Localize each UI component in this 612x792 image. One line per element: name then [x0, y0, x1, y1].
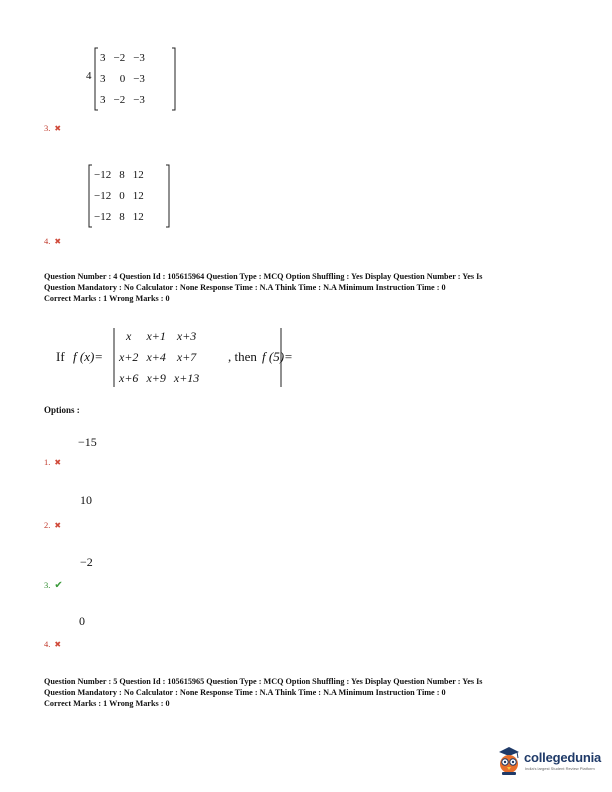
wrong-mark-icon: ✖ [54, 237, 62, 246]
matrix-scalar: 4 [86, 70, 92, 82]
matrix-cell: 0 [119, 189, 125, 202]
question-5-meta [44, 676, 584, 709]
stem-suffix: , then [228, 349, 257, 364]
matrix-cell: 8 [119, 168, 125, 181]
prev-option-3-label [44, 118, 61, 136]
matrix-cell: −12 [94, 168, 112, 181]
wrong-mark-icon: ✖ [54, 124, 62, 133]
matrix-cell: 3 [100, 72, 106, 85]
matrix-table [96, 47, 149, 110]
option-1-value: −15 [78, 435, 97, 449]
matrix-cell: 12 [132, 168, 144, 181]
question-4-stem [56, 326, 356, 390]
option-number: 1. [44, 457, 51, 467]
meta-line: Question Number : 5 Question Id : 105615965 Question Type : MCQ Option Shuffling : Yes Display Question Number : Yes Is [44, 677, 483, 686]
meta-line: Correct Marks : 1 Wrong Marks : 0 [44, 294, 170, 303]
determinant-cell: x+13 [173, 371, 200, 385]
matrix-cell: 3 [100, 93, 106, 106]
determinant-row [115, 326, 203, 347]
meta-line: Question Mandatory : No Calculator : None Response Time : N.A Think Time : N.A Minimum Instruction Time : 0 [44, 688, 446, 697]
option-3-value: −2 [80, 555, 93, 569]
meta-line: Correct Marks : 1 Wrong Marks : 0 [44, 699, 170, 708]
check-mark-icon: ✔ [54, 580, 63, 591]
brand-name: collegedunia [524, 750, 602, 765]
matrix-cell: 3 [100, 51, 106, 64]
stem-function: f (x)= [73, 349, 104, 364]
collegedunia-logo [496, 744, 606, 778]
matrix-cell: −3 [133, 51, 145, 64]
stem-f5: f (5)= [262, 349, 293, 364]
matrix-cell: 12 [132, 189, 144, 202]
meta-line: Question Number : 4 Question Id : 105615964 Question Type : MCQ Option Shuffling : Yes Display Question Number : Yes Is [44, 272, 483, 281]
determinant-cell: x+6 [119, 371, 139, 385]
matrix-row [96, 47, 149, 68]
matrix-row [90, 164, 148, 185]
option-number: 3. [44, 123, 51, 133]
determinant-cell: x+2 [119, 350, 139, 364]
matrix-cell: −3 [133, 72, 145, 85]
option-3-label[interactable] [44, 575, 63, 593]
option-number: 3. [44, 580, 51, 590]
brand-tagline: India's largest Student Review Platform [525, 766, 595, 771]
matrix-cell: −2 [113, 93, 126, 106]
wrong-mark-icon: ✖ [54, 521, 62, 530]
determinant-table [115, 326, 203, 389]
option-2-label[interactable] [44, 515, 61, 533]
option-number: 4. [44, 639, 51, 649]
option-number: 4. [44, 236, 51, 246]
determinant-cell: x+3 [176, 329, 197, 343]
option-4-value: 0 [79, 614, 85, 628]
stem-prefix: If [56, 349, 65, 364]
matrix-cell: −3 [133, 93, 145, 106]
matrix-row [90, 206, 148, 227]
matrix-cell: 8 [119, 210, 125, 223]
meta-line: Question Mandatory : No Calculator : None Response Time : N.A Think Time : N.A Minimum Instruction Time : 0 [44, 283, 446, 292]
matrix-cell: −2 [113, 51, 126, 64]
matrix-cell: −12 [94, 189, 112, 202]
wrong-mark-icon: ✖ [54, 640, 62, 649]
determinant-cell: x [126, 329, 132, 343]
option-number: 2. [44, 520, 51, 530]
matrix-row [96, 89, 149, 110]
options-label: Options : [44, 405, 80, 415]
determinant-cell: x+7 [176, 350, 197, 364]
owl-mascot-icon [496, 746, 522, 776]
option-1-label[interactable] [44, 452, 61, 470]
matrix-table [90, 164, 148, 227]
matrix-cell: 12 [132, 210, 144, 223]
matrix-cell: 0 [119, 72, 126, 85]
determinant-row [115, 347, 203, 368]
determinant-cell: x+4 [146, 350, 166, 364]
prev-option-4-label [44, 231, 61, 249]
question-4-meta [44, 271, 584, 304]
determinant-cell: x+1 [146, 329, 166, 343]
matrix-cell: −12 [94, 210, 112, 223]
option-4-label[interactable] [44, 634, 61, 652]
option-2-value: 10 [80, 493, 92, 507]
matrix-row [96, 68, 149, 89]
wrong-mark-icon: ✖ [54, 458, 62, 467]
matrix-row [90, 185, 148, 206]
determinant-cell: x+9 [146, 371, 166, 385]
determinant-row [115, 368, 203, 389]
